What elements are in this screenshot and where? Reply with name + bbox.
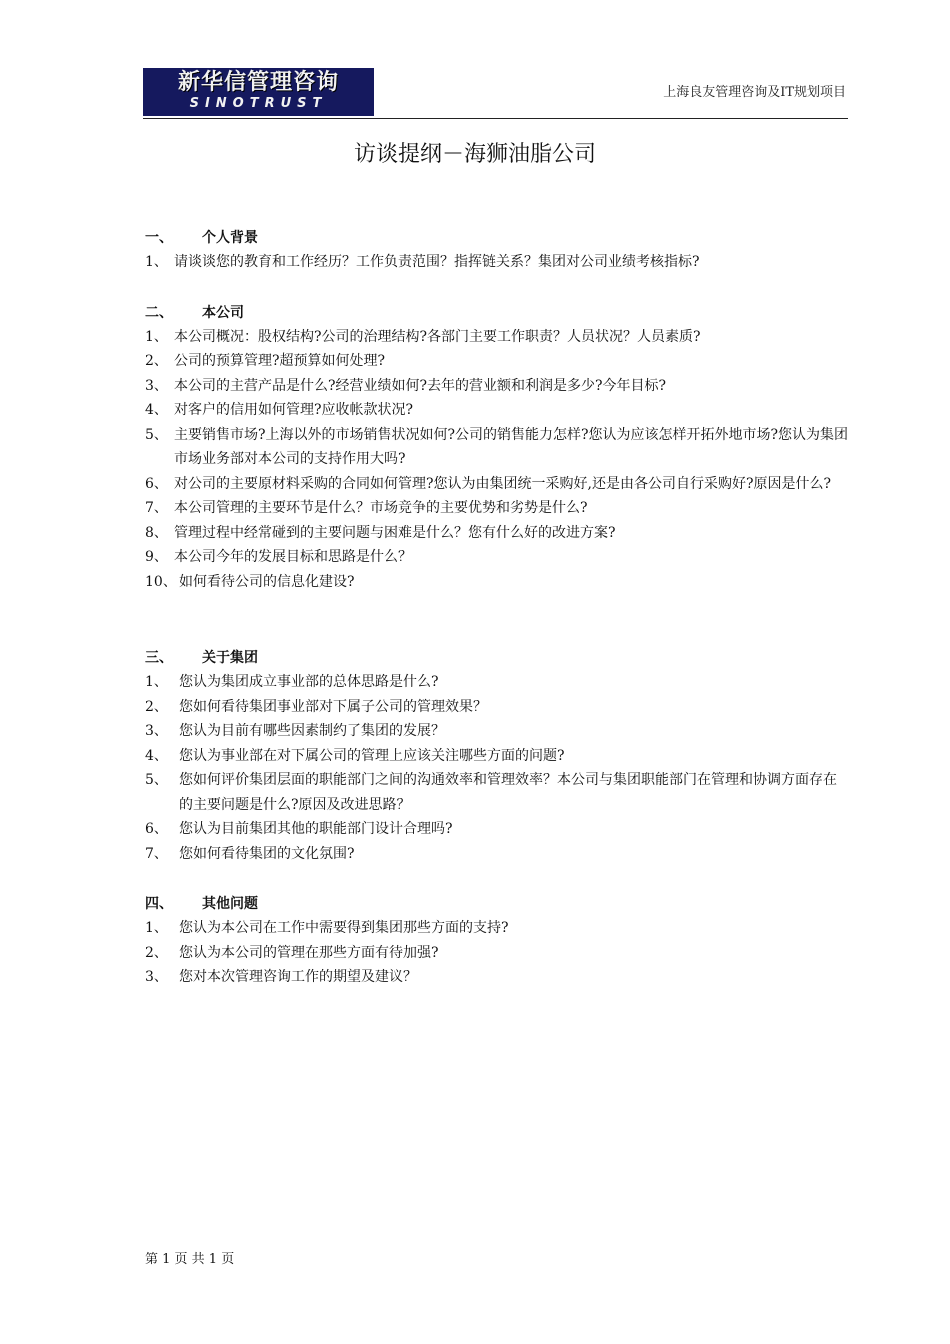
list-item	[145, 349, 850, 374]
section-number: 二、	[145, 304, 173, 321]
logo-english-text: SINOTRUST	[189, 96, 328, 111]
item-number: 9、	[145, 549, 168, 565]
item-number: 6、	[145, 475, 168, 492]
logo-chinese-text: 新华信管理咨询	[177, 70, 339, 95]
section-number: 一、	[145, 230, 173, 246]
list-item	[145, 768, 850, 817]
item-number: 4、	[145, 402, 168, 418]
item-number: 1、	[145, 674, 168, 690]
item-text: 本公司今年的发展目标和思路是什么？	[174, 549, 412, 565]
item-text: 管理过程中经常碰到的主要问题与困难是什么？您有什么好的改进方案?	[174, 524, 616, 541]
item-number: 8、	[145, 524, 168, 541]
section-title: 个人背景	[202, 230, 258, 246]
item-number: 4、	[145, 747, 168, 764]
item-number: 5、	[145, 772, 168, 788]
list-item	[145, 250, 850, 275]
page-footer: 第 1 页 共 1 页	[145, 1252, 235, 1267]
item-text: 本公司概况：股权结构?公司的治理结构?各部门主要工作职责？人员状况？人员素质?	[174, 328, 701, 345]
list-item	[145, 398, 850, 423]
item-text: 您认为目前有哪些因素制约了集团的发展？	[179, 723, 445, 739]
item-number: 1、	[145, 254, 168, 270]
list-item	[145, 719, 850, 744]
page-header	[143, 68, 848, 119]
list-item	[145, 325, 850, 350]
item-text: 您认为本公司在工作中需要得到集团那些方面的支持?	[179, 920, 509, 936]
item-text: 本公司的主营产品是什么?经营业绩如何?去年的营业额和利润是多少?今年目标?	[174, 377, 667, 394]
list-item	[145, 570, 850, 595]
item-number: 7、	[145, 845, 168, 862]
item-number: 5、	[145, 426, 168, 443]
list-item	[145, 496, 850, 521]
list-item	[145, 472, 850, 497]
section-title: 其他问题	[202, 896, 258, 912]
list-item	[145, 545, 850, 570]
list-item	[145, 521, 850, 546]
document-title: 访谈提纲－海狮油脂公司	[353, 142, 596, 167]
section-heading	[145, 301, 850, 325]
section-heading	[145, 646, 850, 670]
item-text: 对客户的信用如何管理?应收帐款状况?	[174, 402, 414, 418]
section-heading	[145, 892, 850, 916]
item-text: 请谈谈您的教育和工作经历？工作负责范围？指挥链关系？集团对公司业绩考核指标?	[174, 254, 700, 270]
item-number: 2、	[145, 944, 168, 961]
item-text: 您如何评价集团层面的职能部门之间的沟通效率和管理效率？本公司与集团职能部门在管理和协调方面存在的主要问题是什么?原因及改进思路？	[179, 772, 837, 813]
item-text: 您如何看待集团的文化氛围?	[179, 845, 355, 862]
item-text: 如何看待公司的信息化建设?	[179, 573, 355, 590]
item-text: 主要销售市场?上海以外的市场销售状况如何?公司的销售能力怎样?您认为应该怎样开拓外地市场?您认为集团市场业务部对本公司的支持作用大吗?	[174, 426, 849, 467]
item-text: 您认为目前集团其他的职能部门设计合理吗?	[179, 821, 453, 837]
list-item	[145, 965, 850, 990]
list-item	[145, 916, 850, 941]
item-number: 3、	[145, 723, 168, 739]
section-heading	[145, 226, 850, 250]
section-number: 三、	[145, 650, 173, 666]
item-number: 1、	[145, 920, 168, 936]
list-item	[145, 374, 850, 399]
item-text: 您认为本公司的管理在那些方面有待加强?	[179, 944, 439, 961]
item-number: 3、	[145, 969, 168, 985]
section-title: 关于集团	[202, 650, 258, 666]
list-item	[145, 941, 850, 966]
item-text: 对公司的主要原材料采购的合同如何管理?您认为由集团统一采购好,还是由各公司自行采购好?原因是什么?	[174, 475, 831, 492]
item-text: 您对本次管理咨询工作的期望及建议？	[179, 969, 417, 985]
project-name: 上海良友管理咨询及IT规划项目	[663, 85, 846, 100]
document-body	[145, 226, 850, 990]
item-text: 本公司管理的主要环节是什么？市场竞争的主要优势和劣势是什么?	[174, 500, 588, 516]
item-text: 您如何看待集团事业部对下属子公司的管理效果？	[179, 698, 487, 715]
item-number: 1、	[145, 328, 168, 345]
item-number: 7、	[145, 500, 168, 516]
list-item	[145, 670, 850, 695]
company-logo	[143, 68, 374, 116]
item-number: 2、	[145, 353, 168, 369]
item-text: 您认为事业部在对下属公司的管理上应该关注哪些方面的问题?	[179, 747, 565, 764]
item-number: 6、	[145, 821, 168, 837]
item-number: 3、	[145, 377, 168, 394]
item-text: 公司的预算管理?超预算如何处理?	[174, 353, 386, 369]
item-text: 您认为集团成立事业部的总体思路是什么?	[179, 674, 439, 690]
item-number: 2、	[145, 698, 168, 715]
list-item	[145, 817, 850, 842]
section-number: 四、	[145, 896, 173, 912]
item-number: 10、	[145, 573, 177, 590]
list-item	[145, 842, 850, 867]
list-item	[145, 423, 850, 472]
list-item	[145, 695, 850, 720]
section-title: 本公司	[202, 304, 244, 321]
list-item	[145, 744, 850, 769]
